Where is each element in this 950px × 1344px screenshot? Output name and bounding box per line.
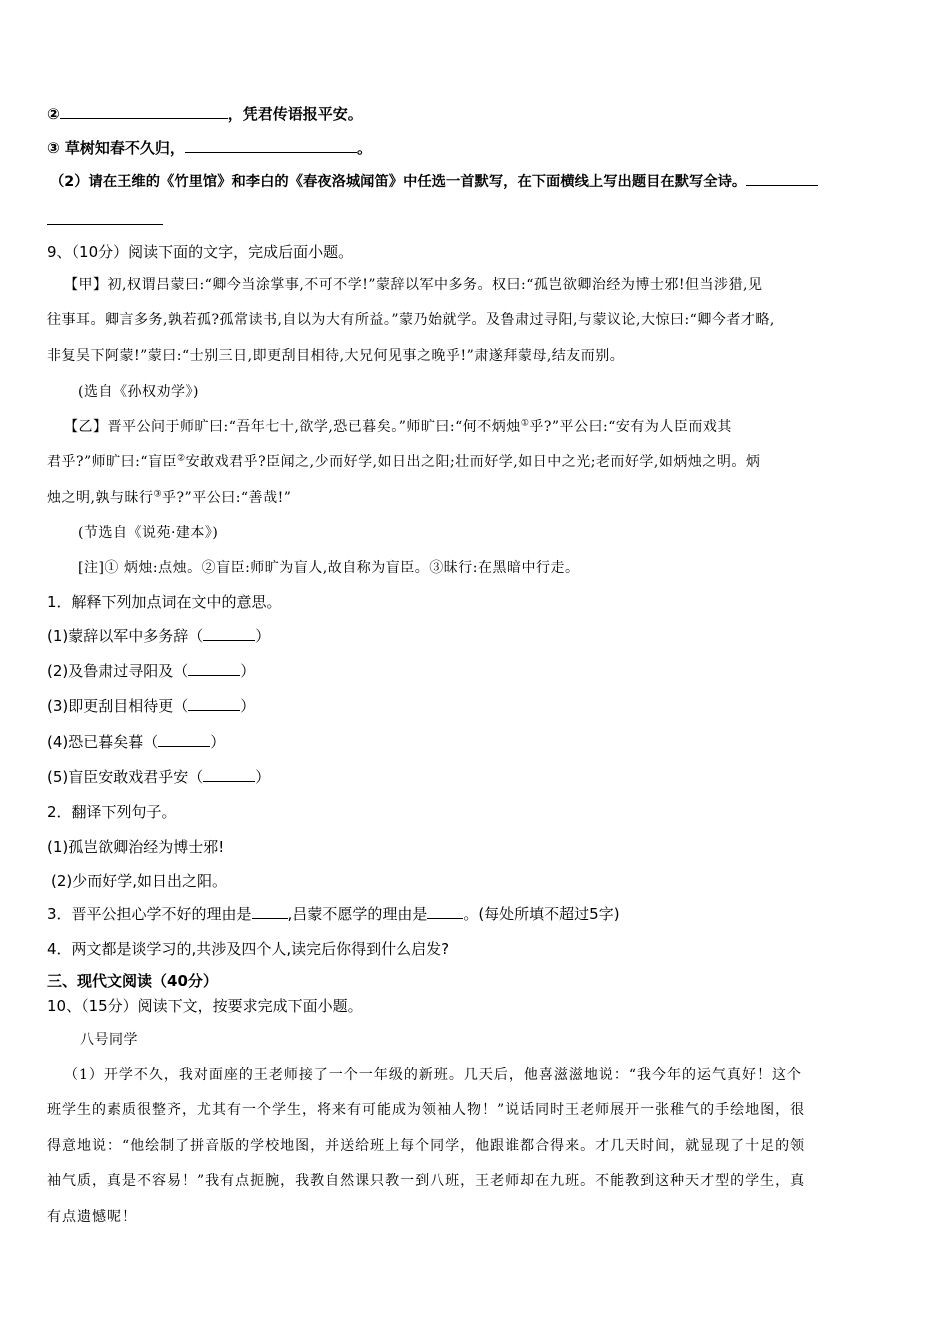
story-para-line-3: 得意地说：“他绘制了拼音版的学校地图，并送给班上每个同学，他跟谁都合得来。才几天时间，就显现了十足的领 <box>47 1138 806 1154</box>
answer-blank[interactable] <box>188 661 240 676</box>
jia-source: (选自《孙权劝学》) <box>78 384 199 400</box>
sub-1-item-4: (4)恐已暮矣暮（ ） <box>47 733 226 751</box>
poem-line-2: ② ，凭君传语报平安。 <box>47 105 363 123</box>
answer-blank[interactable] <box>427 904 463 919</box>
yi-line-1: 【乙】晋平公问于师旷曰:“吾年七十,欲学,恐已暮矣。”师旷曰:“何不炳烛①乎?”平公曰:“安有为人臣而戏其 <box>64 418 732 435</box>
answer-blank[interactable] <box>252 904 288 919</box>
story-para-line-5: 有点遗憾呢！ <box>47 1209 137 1225</box>
story-para-line-4: 袖气质，真是不容易！”我有点扼腕，我教自然课只教一到八班，王老师却在九班。不能教到这种天才型的学生，真 <box>47 1173 806 1189</box>
sub-2-item-1: (1)孤岂欲卿治经为博士邪! <box>47 838 225 856</box>
poem-question-2: （2）请在王维的《竹里馆》和李白的《春夜洛城闻笛》中任选一首默写，在下面横线上写出题目在默写全诗。 <box>50 171 818 193</box>
sub-question-2: 2．翻译下列句子。 <box>47 803 177 821</box>
yi-source: (节选自《说苑·建本》) <box>78 525 219 541</box>
answer-blank[interactable] <box>203 626 255 641</box>
sub-1-item-2: (2)及鲁肃过寻阳及（ ） <box>47 662 256 680</box>
q10-header: 10、（15分）阅读下文，按要求完成下面小题。 <box>47 997 363 1015</box>
story-title: 八号同学 <box>80 1032 138 1048</box>
answer-blank[interactable] <box>203 767 255 782</box>
note: [注]① 炳烛:点烛。②盲臣:师旷为盲人,故自称为盲臣。③昧行:在黑暗中行走。 <box>78 560 580 576</box>
jia-line-1: 【甲】初,权谓吕蒙曰:“卿今当涂掌事,不可不学!”蒙辞以军中多务。权曰:“孤岂欲卿治经为博士邪!但当涉猎,见 <box>64 277 763 293</box>
sub-2-item-2: (2)少而好学,如日出之阳。 <box>51 872 228 890</box>
answer-blank[interactable] <box>158 732 210 747</box>
answer-blank[interactable] <box>188 696 240 711</box>
answer-blank[interactable] <box>60 104 228 119</box>
story-para-line-1: （1）开学不久，我对面座的王老师接了一个一年级的新班。几天后，他喜滋滋地说：“我今年的运气真好！这个 <box>64 1067 803 1083</box>
sub-1-item-3: (3)即更刮目相待更（ ） <box>47 697 256 715</box>
poem-line-3: ③ 草树知春不久归， 。 <box>47 139 372 157</box>
sub-question-1: 1．解释下列加点词在文中的意思。 <box>47 593 282 611</box>
q9-header: 9、（10分）阅读下面的文字，完成后面小题。 <box>47 243 354 261</box>
sub-question-4: 4．两文都是谈学习的,共涉及四个人,读完后你得到什么启发? <box>47 940 450 958</box>
story-para-line-2: 班学生的素质很整齐，尤其有一个学生，将来有可能成为领袖人物！”说话同时王老师展开一张稚气的手绘地图，很 <box>47 1102 806 1118</box>
sub-1-item-5: (5)盲臣安敢戏君乎安（ ） <box>47 768 271 786</box>
jia-line-3: 非复吴下阿蒙!”蒙曰:“士别三日,即更刮目相待,大兄何见事之晚乎!”肃遂拜蒙母,结友而别。 <box>47 348 625 364</box>
section-title: 三、现代文阅读（40分） <box>47 972 218 990</box>
answer-blank[interactable] <box>47 224 163 225</box>
yi-line-3: 烛之明,孰与昧行③乎?”平公曰:“善哉!” <box>47 489 292 506</box>
answer-blank[interactable] <box>185 138 357 153</box>
jia-line-2: 往事耳。卿言多务,孰若孤?孤常读书,自以为大有所益。”蒙乃始就学。及鲁肃过寻阳,与蒙议论,大惊曰:“卿今者才略, <box>47 312 775 328</box>
sub-1-item-1: (1)蒙辞以军中多务辞（ ） <box>47 627 271 645</box>
yi-line-2: 君乎?”师旷曰:“盲臣②安敢戏君乎?臣闻之,少而好学,如日出之阳;壮而好学,如日中之光;老而好学,如炳烛之明。炳 <box>47 453 761 470</box>
sub-question-3: 3．晋平公担心学不好的理由是 ,吕蒙不愿学的理由是 。(每处所填不超过5字) <box>47 905 620 923</box>
answer-blank[interactable] <box>746 171 818 186</box>
